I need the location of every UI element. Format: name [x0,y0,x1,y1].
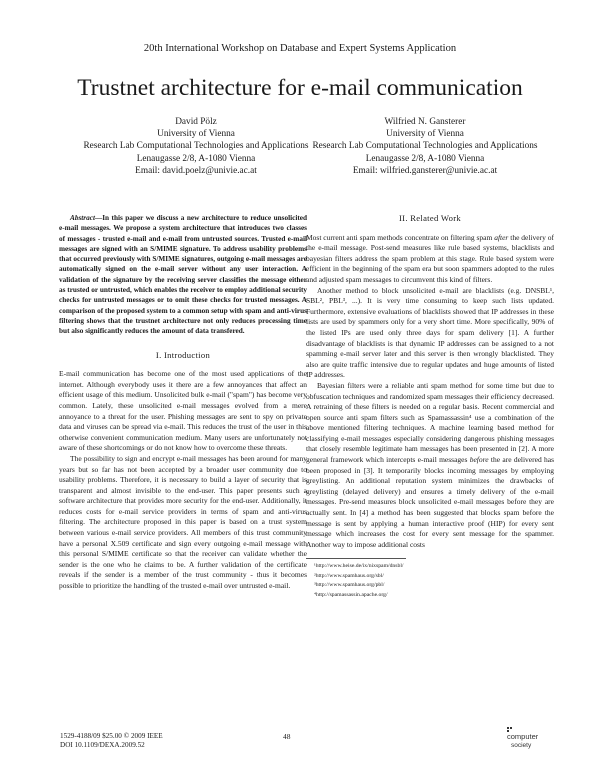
text-run: the are delivered has been proposed in [3]. It temporarily blocks incoming messages by employing greylisting. An additional reputation system minimizes the drawbacks of greylisting (delayed delivery) and ensures a timely delivery of the e-mail messages. Pre-send measures block unsolicited e-mail messages before they are actually sent. In [4] a method has been suggested that blocks spam before the message is sent by applying a human interactive proof (HIP) for every sent message which increases the cost for every sent message for the spammer. Another way to impose additional costs [306,455,555,549]
author-lab: Research Lab Computational Technologies and Applications [83,141,309,152]
section-heading-introduction: I. Introduction [155,349,211,360]
logo-dot [507,727,509,729]
conference-header: 20th International Workshop on Database and Expert Systems Application [143,43,457,54]
author-address: Lenaugasse 2/8, A-1080 Vienna [365,153,485,164]
author-name: David Pölz [175,117,217,127]
author-email: Email: david.poelz@univie.ac.at [135,165,257,176]
paragraph: E-mail communication has become one of the most used applications of the internet. Although everybody uses it there are a few annoyances that affect an efficient usage of this medium. Unsolicited bulk e-mail ("spam") has become very common. Lately, these unsolicited e-mail messages evolved from a mere annoyance to a threat for the user. Phishing messages are sent to spy on private data and viruses can be spread via e-mail. This reduces the trust of the user in this otherwise convenient communication medium. Many users are unfortunately not aware of these shortcomings or do not know how to overcome these threats. [59,369,307,453]
paper-title: Trustnet architecture for e-mail communication [77,75,523,101]
publication-info [60,732,163,751]
abstract-label: Abstract [70,214,95,222]
paragraph: The possibility to sign and encrypt e-mail messages has been around for many years but so far has not been accepted by a broader user community due to usability problems. Therefore, it is necessary to build a layer of security that is transparent and almost invisible to the end-user. This paper presents such a software architecture that provides more security for the end-user. Additionally, it reduces costs for e-mail service providers in terms of spam and anti-virus filtering. The architecture proposed in this paper is based on a trust system between various e-mail service providers. All members of this trust community have a personal X.509 certificate and sign every outgoing e-mail message with this personal S/MIME certificate so that the receiver can validate whether the sender is the one who he claims to be. A further validation of the certificate reveals if the sender is a member of the trust community - thus it becomes possible to prioritize the handling of the trusted e-mail over untrusted e-mail. [59,453,307,591]
right-column [306,213,554,600]
logo-text: society [511,742,532,749]
paragraph: Another method to block unsolicited e-mail are blacklists (e.g. DNSBL¹, SBL², PBL³, ...). It is very time consuming to keep such lists updated. Furthermore, extensive evaluations of blacklists showed that IP addresses in these lists are used by spammers only for a very short time. More specifically, 90% of the listed IPs are used only three days for spam delivery [1]. A further disadvantage of blacklists is that dynamic IP addresses can be assigned to a not spamming e-mail server later and this server is then wrongly blacklisted. They also are quite traffic intensive due to regular updates and huge amounts of listed IP addresses. [306,285,554,380]
text-run: Bayesian filters were a reliable anti spam method for some time but due to obfuscation techniques and randomized spam messages their efficiency decreased. A retraining of these filters is needed on a regular basis. Recent commercial and open source anti spam filters such as Spamassassin⁴ use a combination of the above mentioned filtering techniques. A machine learning based method for classifying e-mail messages especially considering dangerous phishing messages that closely resemble legitimate ham messages has been presented in [2]. A more general framework which intercepts e-mail messages [306,380,554,465]
page-number: 48 [283,732,291,741]
author-name: Wilfried N. Gansterer [384,117,466,127]
logo-dot [510,727,512,729]
paragraph [306,233,554,286]
footnote: ³http://www.spamhaus.org/pbl/ [314,582,385,589]
emphasis: before [469,455,489,465]
logo-text: computer [507,732,538,741]
footnote: ²http://www.spamhaus.org/sbl/ [314,572,384,579]
doi-line: DOI 10.1109/DEXA.2009.52 [60,741,145,750]
author-email: Email: wilfried.gansterer@univie.ac.at [352,165,498,176]
author-university: University of Vienna [157,129,235,140]
section-heading-related-work: II. Related Work [399,213,461,223]
text-run: the delivery of the e-mail message. Post-send measures like rule based systems, blacklists and bayesian filters address the spam problem at this stage. Rule based system were efficient in the beginning of the spam era but soon spammers adopted to the rules and adjusted spam messages to circumvent this kind of filters. [306,232,555,284]
text-run: Most current anti spam methods concentrate on filtering spam [306,232,495,242]
author-university: University of Vienna [386,129,464,140]
footnote: ¹http://www.heise.de/ix/nixspam/dnsbl/ [314,563,404,570]
author-address: Lenaugasse 2/8, A-1080 Vienna [136,153,256,164]
abstract [59,213,307,337]
abstract-text: —In this paper we discuss a new architecture to reduce unsolicited e-mail messages. We propose a system architecture that introduces two classes of messages - trusted e-mail and e-mail from untrusted sources. Trusted e-mail messages are signed with an S/MIME signature. To address usability problems that occurred previously with S/MIME signatures, outgoing e-mail messages are automatically signed on the e-mail server without any user interaction. A validation of the signature by the receiving server classifies the message either as trusted or untrusted, which enables the receiver to employ additional security checks for untrusted messages or to omit these checks for trusted messages. A comparison of the proposed system to a common setup with spam and anti-virus filtering shows that the trustnet architecture not only reduces processing time but also significantly reduces the amount of data transfered. [59,214,307,336]
footnote: ⁴http://spamassassin.apache.org/ [314,591,388,598]
author-lab: Research Lab Computational Technologies and Applications [312,141,538,152]
author-block-2 [290,116,560,177]
left-column [59,213,307,592]
computer-society-logo [498,726,538,750]
isbn-line: 1529-4188/09 $25.00 © 2009 IEEE [60,732,163,740]
footnote-divider [306,558,406,559]
emphasis: after [494,232,509,242]
paragraph [306,381,554,551]
